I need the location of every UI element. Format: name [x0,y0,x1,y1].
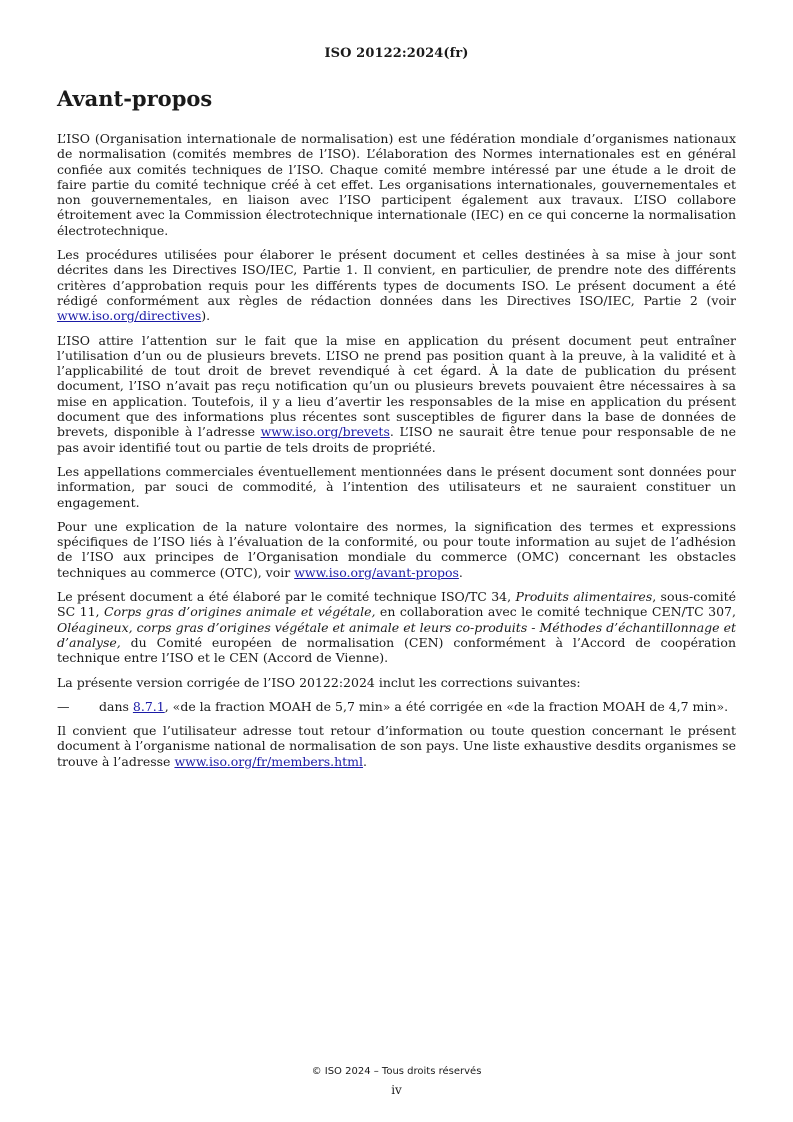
paragraph-voluntary-standards: Pour une explication de la nature volontaire des normes, la signification des termes et expressions spécifiques de l’ISO liés à l’évaluation de la conformité, ou pour toute information au sujet de l’adhésion de l’ISO aux principes de l’Organisation mondiale du commerce (OMC) concernant les obstacles techniques au commerce (OTC), voir www.iso.org/avant-propos. [57,518,736,580]
clause-8-7-1-link[interactable]: 8.7.1 [132,698,165,714]
paragraph-patents: L’ISO attire l’attention sur le fait que la mise en application du présent document peut entraîner l’utilisation d’un ou de plusieurs brevets. L’ISO ne prend pas position quant à la preuve, à la validité et à l’applicabilité de tout droit de brevet revendiqué à cet égard. À la date de publication du présent document, l’ISO n’avait pas reçu notification qu’un ou plusieurs brevets pouvaient être nécessaires à sa mise en application. Toutefois, il y a lieu d’avertir les responsables de la mise en application du présent document que des informations plus récentes sont susceptibles de figurer dans la base de données de brevets, disponible à l’adresse www.iso.org/brevets. L’ISO ne saurait être tenue pour responsable de ne pas avoir identifié tout ou partie de tels droits de propriété. [57,332,736,455]
paragraph-corrected-version: La présente version corrigée de l’ISO 20122:2024 inclut les corrections suivantes: [57,674,581,690]
document-id-header: ISO 20122:2024(fr) [324,46,469,61]
section-title: Avant-propos [57,86,213,111]
paragraph-procedures: Les procédures utilisées pour élaborer le présent document et celles destinées à sa mise à jour sont décrites dans les Directives ISO/IEC, Partie 1. Il convient, en particulier, de prendre note des différents critères d’approbation requis pour les différents types de documents ISO. Le présent document a été rédigé conformément aux règles de rédaction données dans les Directives ISO/IEC, Partie 2 (voir www.iso.org/directives). [57,247,736,324]
patents-link[interactable]: www.iso.org/brevets [260,424,390,440]
paragraph-iso-intro: L’ISO (Organisation internationale de normalisation) est une fédération mondiale d’organismes nationaux de normalisation (comités membres de l’ISO). L’élaboration des Normes internationales est en général confiée aux comités techniques de l’ISO. Chaque comité membre intéressé par une étude a le droit de faire partie du comité technique créé à cet effet. Les organisations internationales, gouvernementales et non gouvernementales, en liaison avec l’ISO participent également aux travaux. L’ISO collabore étroitement avec la Commission électrotechnique internationale (IEC) en ce qui concerne la normalisation électrotechnique. [57,131,736,238]
correction-list-item: — dans 8.7.1, «de la fraction MOAH de 5,7 min» a été corrigée en «de la fraction MOAH de 4,7 min». [57,698,729,714]
members-link[interactable]: www.iso.org/fr/members.html [174,753,364,769]
directives-link[interactable]: www.iso.org/directives [57,308,202,324]
copyright-footer: © ISO 2024 – Tous droits réservés [311,1066,482,1077]
document-body [57,131,736,778]
foreword-link[interactable]: www.iso.org/avant-propos [294,564,459,580]
paragraph-trade-names: Les appellations commerciales éventuellement mentionnées dans le présent document sont données pour information, par souci de commodité, à l’intention des utilisateurs et ne sauraient constituer un engagement. [57,463,736,510]
page-number: iv [391,1083,402,1097]
paragraph-feedback: Il convient que l’utilisateur adresse tout retour d’information ou toute question concernant le présent document à l’organisme national de normalisation de son pays. Une liste exhaustive desdits organismes se trouve à l’adresse www.iso.org/fr/members.html. [57,723,736,769]
paragraph-committee: Le présent document a été élaboré par le comité technique ISO/TC 34, Produits alimentaires, sous-comité SC 11, Corps gras d’origines animale et végétale, en collaboration avec le comité technique CEN/TC 307, Oléagineux, corps gras d’origines végétale et animale et leurs co-produits - Méthodes d’échantillonnage et d’analyse, du Comité européen de normalisation (CEN) conformément à l’Accord de coopération technique entre l’ISO et le CEN (Accord de Vienne). [57,589,736,666]
dash-bullet: — [57,698,70,714]
